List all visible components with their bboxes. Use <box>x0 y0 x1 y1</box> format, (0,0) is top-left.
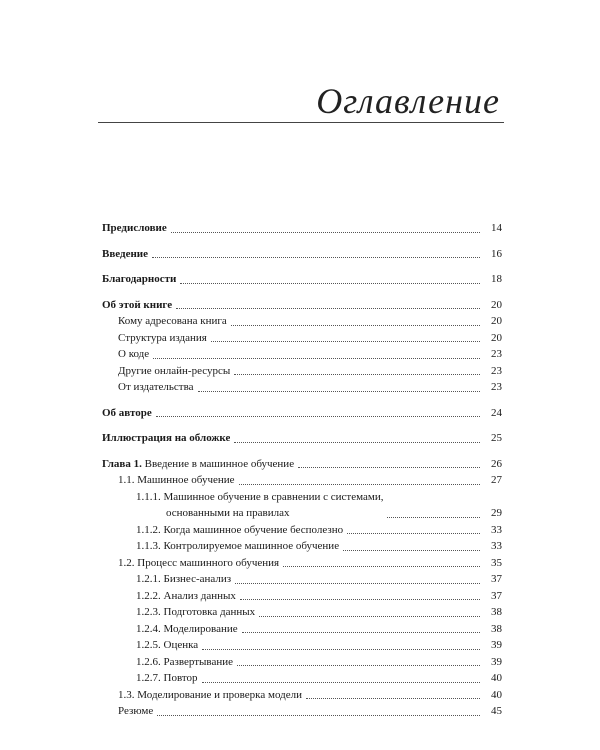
toc-page-number: 38 <box>491 606 502 618</box>
toc-subsection[interactable] <box>102 522 502 539</box>
leader-dots <box>198 391 480 392</box>
toc-entry-label-line1: 1.1.1. Машинное обучение в сравнении с системами, <box>136 490 384 503</box>
toc-entry-label: О коде <box>118 348 150 360</box>
toc-entry-label: 1.2.4. Моделирование <box>136 622 238 635</box>
toc-entry-label: Другие онлайн-ресурсы <box>118 364 231 377</box>
leader-dots <box>347 533 480 534</box>
toc-entry-label: Структура издания <box>118 331 207 344</box>
toc-entry-label: 1.1. Машинное обучение <box>118 474 235 486</box>
toc-page-number: 20 <box>491 331 502 344</box>
chapter-prefix: Глава 1. <box>102 457 142 470</box>
toc-page-number: 37 <box>491 573 502 585</box>
toc-entry-label: От издательства <box>118 381 194 393</box>
toc-entry-label <box>136 489 383 522</box>
leader-dots <box>234 442 480 443</box>
leader-dots <box>202 682 480 683</box>
toc-page-number: 20 <box>491 298 502 311</box>
toc-entry-introduction[interactable] <box>102 246 502 263</box>
leader-dots <box>234 374 480 375</box>
leader-dots <box>298 467 480 468</box>
leader-dots <box>211 341 480 342</box>
toc-page-number: 40 <box>491 688 502 701</box>
leader-dots <box>235 583 480 584</box>
toc-subentry[interactable] <box>102 379 502 396</box>
leader-dots <box>283 566 480 567</box>
toc-page-number: 38 <box>491 622 502 635</box>
toc-page-number: 14 <box>491 222 502 234</box>
leader-dots <box>152 257 480 258</box>
leader-dots <box>306 698 480 699</box>
toc-entry-label: Благодарности <box>102 273 177 285</box>
toc-entry-label: 1.1.3. Контролируемое машинное обучение <box>136 540 340 552</box>
toc-entry-label: Иллюстрация на обложке <box>102 432 231 444</box>
toc-page-number: 45 <box>491 705 502 717</box>
leader-dots <box>157 715 480 716</box>
toc-subentry[interactable] <box>102 330 502 347</box>
toc-page-number: 40 <box>491 672 502 684</box>
toc-entry-label: 1.2. Процесс машинного обучения <box>118 556 280 569</box>
leader-dots <box>343 550 480 551</box>
toc-page-number: 35 <box>491 556 502 569</box>
toc-page-number: 23 <box>491 381 502 393</box>
leader-dots <box>239 484 480 485</box>
leader-dots <box>259 616 480 617</box>
toc-page-number: 18 <box>491 273 502 285</box>
toc-entry-label: 1.3. Моделирование и проверка модели <box>118 688 302 701</box>
leader-dots <box>156 416 480 417</box>
toc-entry-label: 1.2.2. Анализ данных <box>136 589 236 602</box>
toc-subentry[interactable] <box>102 346 502 363</box>
toc-subsection[interactable] <box>102 670 502 687</box>
toc-section[interactable] <box>102 687 502 704</box>
toc-subsection[interactable] <box>102 604 502 621</box>
toc-page-number: 37 <box>491 589 502 602</box>
toc-entry-preface[interactable] <box>102 220 502 237</box>
toc-entry-about-author[interactable] <box>102 405 502 422</box>
toc-subsection[interactable] <box>102 621 502 638</box>
toc-section[interactable] <box>102 472 502 489</box>
leader-dots <box>231 325 480 326</box>
toc-entry-acknowledgements[interactable] <box>102 271 502 288</box>
toc-entry-label: Кому адресована книга <box>118 315 227 327</box>
toc-section[interactable] <box>102 703 502 720</box>
leader-dots <box>202 649 480 650</box>
leader-dots <box>387 517 480 518</box>
toc-page-number: 23 <box>491 364 502 377</box>
toc-page-number: 33 <box>491 540 502 552</box>
title-rule <box>98 122 504 123</box>
toc-page-number: 25 <box>491 432 502 444</box>
toc-subsection[interactable] <box>102 637 502 654</box>
table-of-contents <box>102 220 502 720</box>
toc-subsection[interactable] <box>102 571 502 588</box>
toc-subsection[interactable] <box>102 489 502 522</box>
toc-subentry[interactable] <box>102 363 502 380</box>
toc-page-number: 24 <box>491 406 502 419</box>
toc-page-number: 27 <box>491 474 502 486</box>
toc-page-number: 23 <box>491 348 502 360</box>
toc-page-number: 20 <box>491 315 502 327</box>
toc-entry-label: 1.1.2. Когда машинное обучение бесполезно <box>136 523 344 536</box>
leader-dots <box>237 665 480 666</box>
toc-entry-label: Об авторе <box>102 406 152 419</box>
toc-page-number: 39 <box>491 639 502 651</box>
toc-entry-label: 1.2.1. Бизнес-анализ <box>136 573 232 585</box>
chapter-title: Введение в машинное обучение <box>141 457 295 470</box>
toc-page-number: 16 <box>491 247 502 260</box>
toc-subsection[interactable] <box>102 538 502 555</box>
toc-entry-label: 1.2.5. Оценка <box>136 639 199 651</box>
toc-entry-label: Предисловие <box>102 222 167 234</box>
leader-dots <box>171 232 480 233</box>
toc-entry-label: Резюме <box>118 705 154 717</box>
toc-entry-label: 1.2.6. Развертывание <box>136 655 233 668</box>
leader-dots <box>242 632 480 633</box>
toc-subentry[interactable] <box>102 313 502 330</box>
toc-entry-label-line2: основанными на правилах <box>166 507 290 519</box>
leader-dots <box>153 358 480 359</box>
leader-dots <box>176 308 480 309</box>
toc-entry-label: Об этой книге <box>102 298 173 311</box>
toc-page-number: 29 <box>491 507 502 519</box>
toc-entry-label <box>102 456 294 473</box>
toc-entry-chapter-1[interactable] <box>102 456 502 473</box>
toc-subsection[interactable] <box>102 588 502 605</box>
page-title: Оглавление <box>316 81 500 121</box>
toc-entry-label: 1.2.7. Повтор <box>136 672 198 684</box>
toc-page-number: 33 <box>491 523 502 536</box>
toc-subsection[interactable] <box>102 654 502 671</box>
toc-page-number: 39 <box>491 655 502 668</box>
toc-entry-label: 1.2.3. Подготовка данных <box>136 606 256 618</box>
toc-page-number: 26 <box>491 457 502 470</box>
toc-entry-cover-illustration[interactable] <box>102 430 502 447</box>
leader-dots <box>240 599 480 600</box>
toc-entry-about-book[interactable] <box>102 297 502 314</box>
toc-section[interactable] <box>102 555 502 572</box>
leader-dots <box>180 283 480 284</box>
toc-entry-label: Введение <box>102 247 149 260</box>
